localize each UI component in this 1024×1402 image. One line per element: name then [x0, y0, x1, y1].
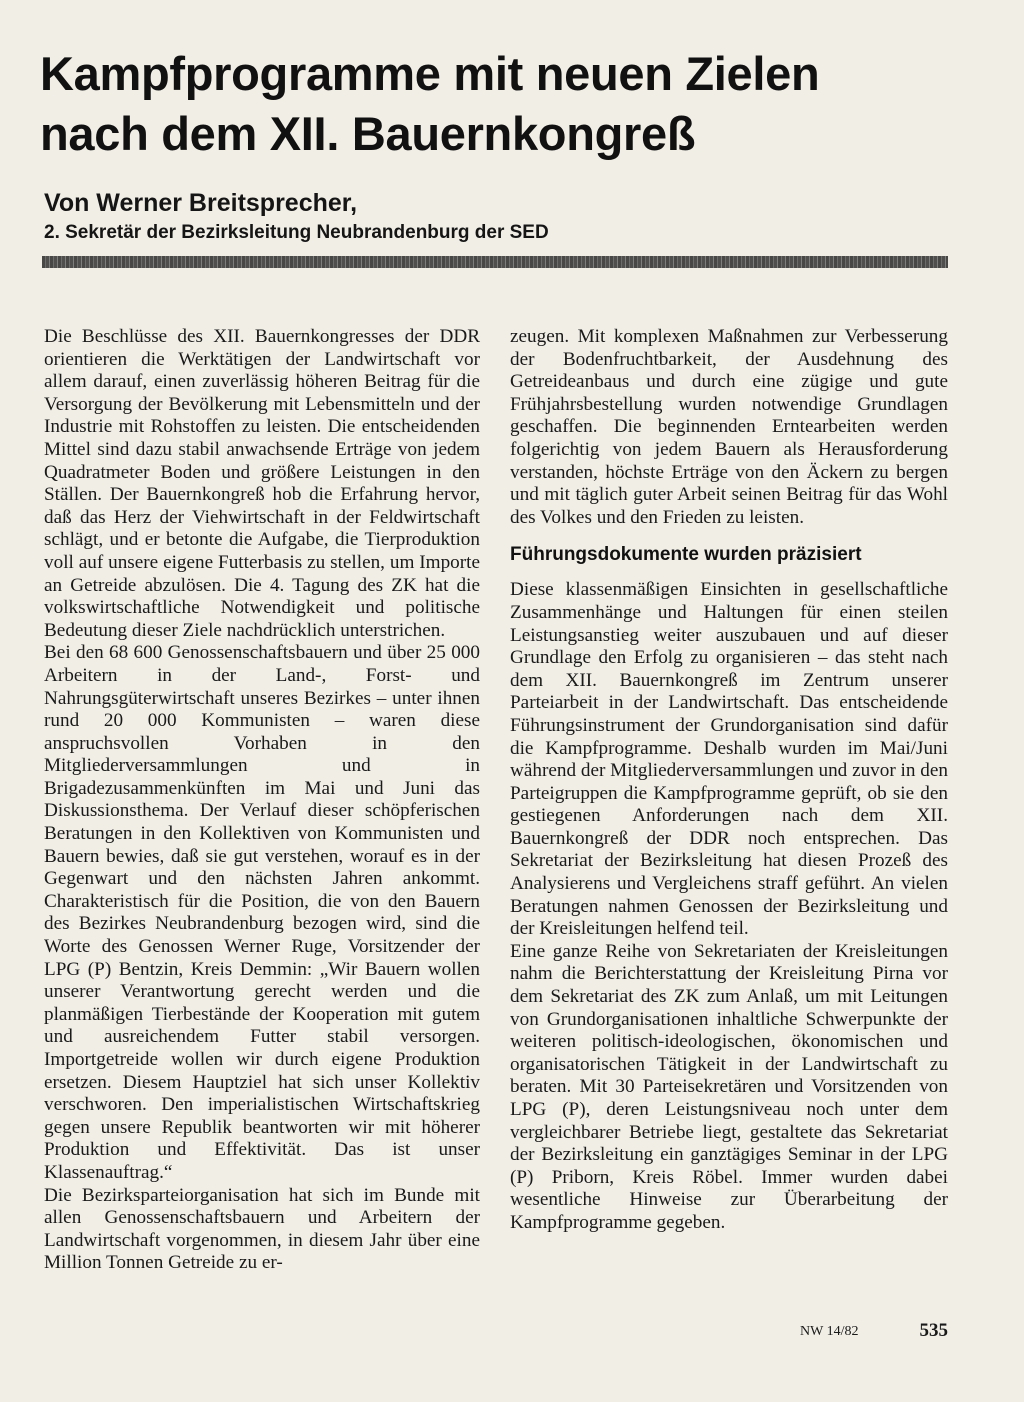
author-block [44, 188, 944, 246]
journal-issue: NW 14/82 [800, 1324, 859, 1339]
section-subheading: Führungsdokumente wurden präzisiert [510, 544, 862, 566]
page-number: 535 [919, 1320, 948, 1341]
right-paragraph-1: zeugen. Mit komplexen Maßnahmen zur Verbesserung der Bodenfruchtbarkeit, der Ausdehnung des Getreideanbaus und durch eine zügige und gute Frühjahrsbestellung wurden notwendige Grundlagen geschaffen. Die beginnenden Erntearbeiten werden folgerichtig von jedem Bauern als Herausforderung verstanden, höchste Erträge von den Äckern zu bergen und mit täglich guter Arbeit seinen Beitrag für das Wohl des Volkes und den Frieden zu leisten. [510, 326, 948, 528]
header-divider [42, 256, 948, 268]
left-paragraph-3: Die Bezirksparteiorganisation hat sich im Bunde mit allen Genossenschaftsbauern und Arbeitern der Landwirtschaft vorgenommen, in diesem Jahr über eine Million Tonnen Getreide zu er- [44, 1184, 480, 1274]
left-column [44, 326, 480, 1275]
author-role: 2. Sekretär der Bezirksleitung Neubrandenburg der SED [44, 222, 549, 243]
title-line-1: Kampfprogramme mit neuen Zielen [40, 47, 820, 100]
left-paragraph-2: Bei den 68 600 Genossenschaftsbauern und über 25 000 Arbeitern in der Land-, Forst- und Nahrungsgüterwirtschaft unseres Bezirkes – unter ihnen rund 20 000 Kommunisten – waren diese anspruchsvollen Vorhaben in den Mitgliederversammlungen und in Brigadezusammenkünften im Mai und Juni das Diskussionsthema. Der Verlauf dieser schöpferischen Beratungen in den Kollektiven von Kommunisten und Bauern bewies, daß sie gut verstehen, worauf es in der Gegenwart und den nächsten Jahren ankommt. Charakteristisch für die Position, die von den Bauern des Bezirkes Neubrandenburg bezogen wird, sind die Worte des Genossen Werner Ruge, Vorsitzender der LPG (P) Bentzin, Kreis Demmin: „Wir Bauern wollen unserer Verantwortung gerecht werden und die planmäßigen Tierbestände der Kooperation mit gutem und ausreichendem Futter stabil versorgen. Importgetreide wollen wir durch eigene Produktion ersetzen. Diesem Hauptziel hat sich unser Kollektiv verschworen. Den imperialistischen Wirtschaftskrieg gegen unsere Republik beantworten wir mit höherer Produktion und Effektivität. Das ist unser Klassenauftrag.“ [44, 642, 480, 1183]
article-title [40, 44, 960, 164]
author-name: Von Werner Breitsprecher, [44, 189, 358, 217]
right-paragraph-3: Eine ganze Reihe von Sekretariaten der Kreisleitungen nahm die Berichterstattung der Kreisleitung Pirna vor dem Sekretariat des ZK zum Anlaß, um mit Leitungen von Grundorganisationen inhaltliche Schwerpunkte der weiteren politisch-ideologischen, ökonomischen und organisatorischen Tätigkeit in der Landwirtschaft zu beraten. Mit 30 Parteisekretären und Vorsitzenden von LPG (P), deren Leistungsniveau noch unter dem vergleichbarer Betriebe liegt, gestaltete das Sekretariat der Bezirksleitung ein ganztägiges Seminar in der LPG (P) Priborn, Kreis Röbel. Immer wurden dabei wesentliche Hinweise zur Überarbeitung der Kampfprogramme gegeben. [510, 940, 948, 1233]
left-paragraph-1: Die Beschlüsse des XII. Bauernkongresses der DDR orientieren die Werktätigen der Landwirtschaft vor allem darauf, einen zuverlässig höheren Beitrag für die Versorgung der Bevölkerung mit Lebensmitteln und der Industrie mit Rohstoffen zu leisten. Die entscheidenden Mittel sind dazu stabil anwachsende Erträge von jedem Quadratmeter Boden und größere Leistungen in den Ställen. Der Bauernkongreß hob die Erfahrung hervor, daß das Herz der Viehwirtschaft in der Feldwirtschaft schlägt, und er betonte die Aufgabe, die Tierproduktion voll auf unsere eigene Futterbasis zu stellen, um Importe an Getreide abzulösen. Die 4. Tagung des ZK hat die volkswirtschaftliche Notwendigkeit und politische Bedeutung dieser Ziele nachdrücklich unterstrichen. [44, 326, 480, 641]
right-column [510, 326, 948, 1235]
right-paragraph-2: Diese klassenmäßigen Einsichten in gesellschaftliche Zusammenhänge und Haltungen für einen steilen Leistungsanstieg weiter auszubauen und auf dieser Grundlage den Erfolg zu organisieren – das steht nach dem XII. Bauernkongreß im Zentrum unserer Parteiarbeit in der Landwirtschaft. Das entscheidende Führungsinstrument der Grundorganisation sind dafür die Kampfprogramme. Deshalb wurden im Mai/Juni während der Mitgliederversammlungen und zuvor in den Parteigruppen die Kampfprogramme geprüft, ob sie den gestiegenen Anforderungen nach dem XII. Bauernkongreß der DDR noch entsprechen. Das Sekretariat der Bezirksleitung hat diesen Prozeß des Analysierens und Vergleichens straff geführt. An vielen Beratungen nahmen Genossen der Bezirksleitung und der Kreisleitungen helfend teil. [510, 579, 948, 940]
title-line-2: nach dem XII. Bauernkongreß [40, 107, 696, 160]
